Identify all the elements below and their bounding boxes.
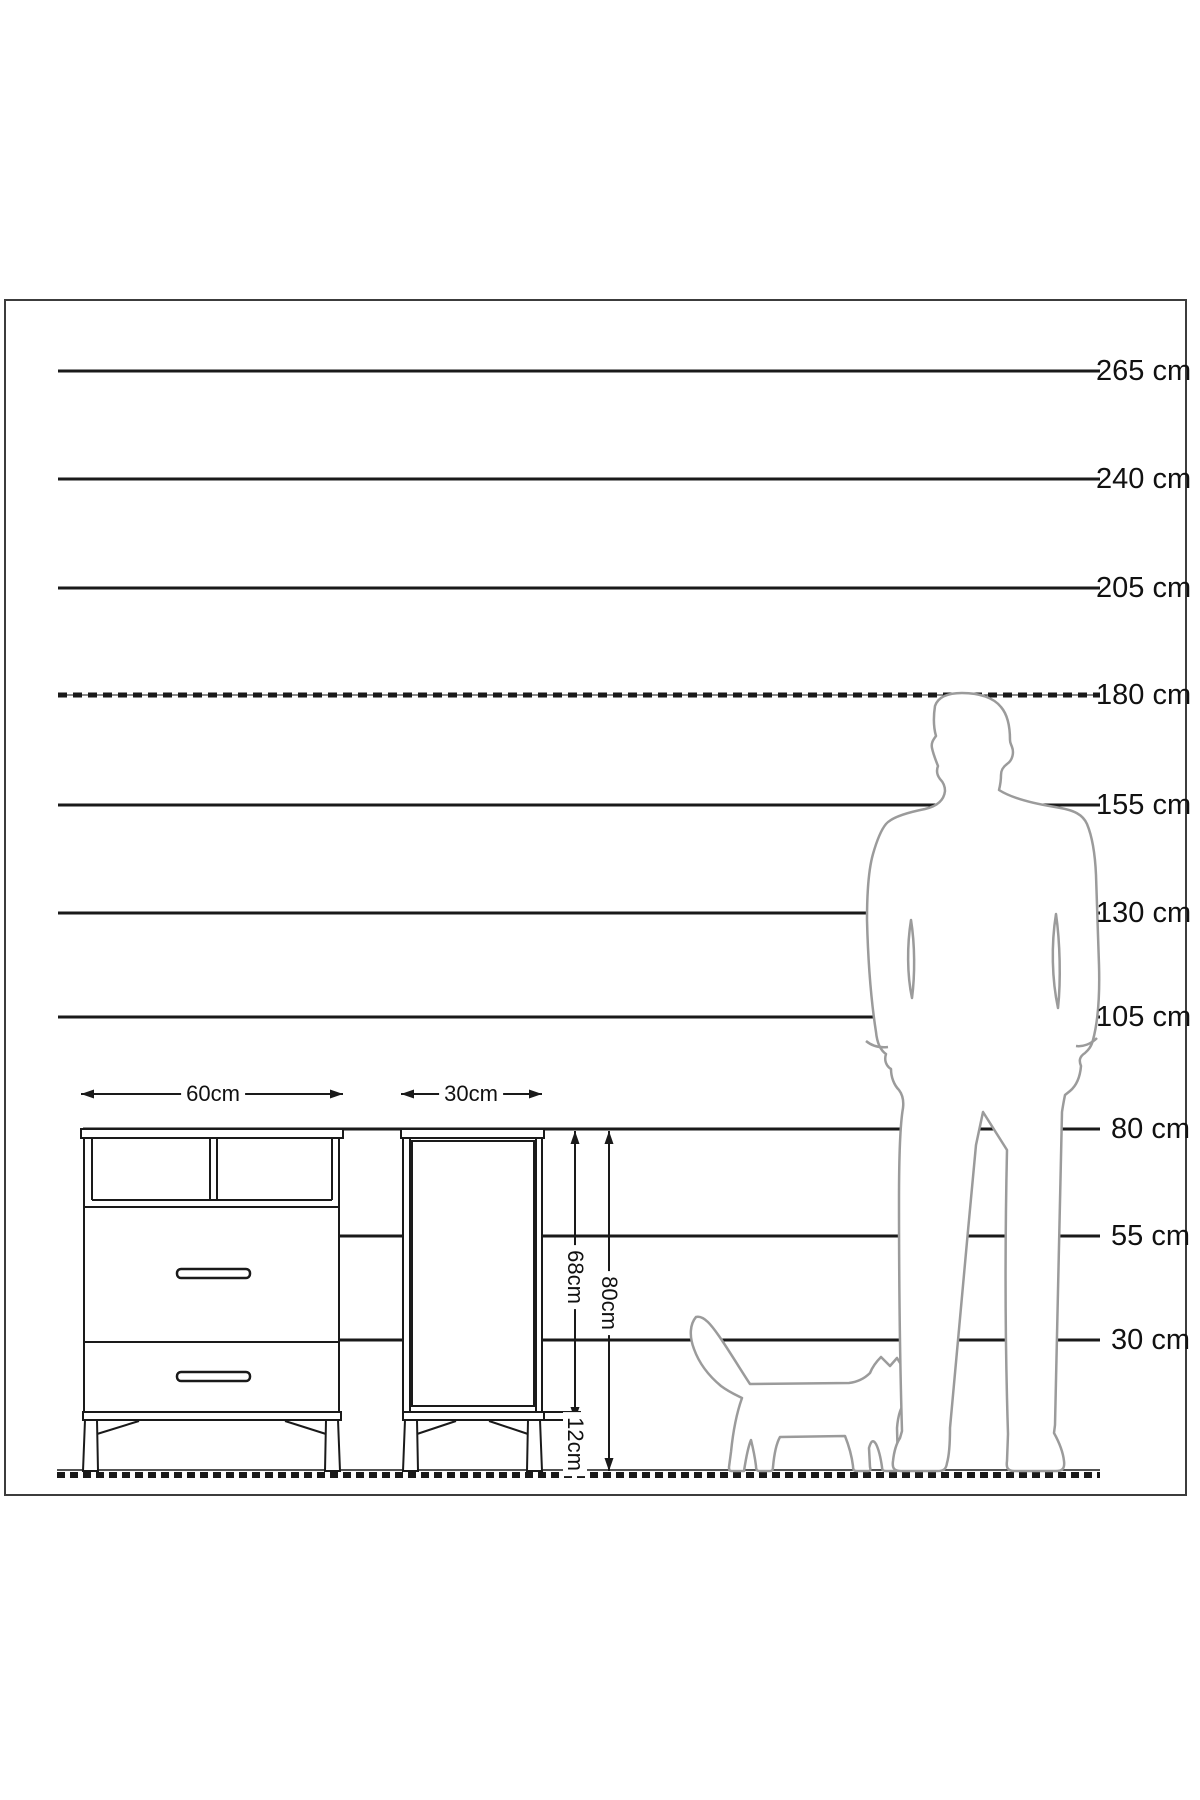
dim-arrow-leg-height-bottom xyxy=(571,1458,580,1471)
dim-label-leg-height: 12cm xyxy=(563,1412,587,1476)
dim-arrow-body-height-bottom xyxy=(571,1407,580,1420)
scale-label-30: 30 cm xyxy=(1111,1324,1190,1356)
dresser-drawer-handle-top xyxy=(177,1269,250,1278)
dresser-leg-right xyxy=(325,1420,340,1471)
dresser-drawer-handle-bottom xyxy=(177,1372,250,1381)
dresser-top-board xyxy=(81,1129,343,1138)
dim-arrow-total-height-top xyxy=(605,1131,614,1144)
dresser-shelf-divider xyxy=(210,1138,217,1200)
cabinet-top-board xyxy=(401,1129,544,1138)
dresser-leg-right-brace xyxy=(285,1421,326,1434)
dim-label-dresser-width: 60cm xyxy=(181,1082,245,1106)
dresser-base-band xyxy=(83,1412,341,1420)
cabinet-door xyxy=(412,1141,534,1406)
cabinet-leg-left xyxy=(403,1420,418,1471)
dim-arrow-cabinet-width-end xyxy=(529,1090,542,1099)
scale-label-155: 155 cm xyxy=(1096,789,1192,821)
dresser-leg-left xyxy=(83,1420,98,1471)
dresser-leg-left-brace xyxy=(97,1421,139,1434)
man-silhouette xyxy=(866,693,1099,1471)
scale-label-180: 180 cm xyxy=(1096,679,1192,711)
scale-label-55: 55 cm xyxy=(1111,1220,1190,1252)
dim-arrow-body-height-top xyxy=(571,1131,580,1144)
scale-label-130: 130 cm xyxy=(1096,897,1192,929)
dim-arrow-dresser-width-start xyxy=(81,1090,94,1099)
scale-label-205: 205 cm xyxy=(1096,572,1192,604)
scale-label-80: 80 cm xyxy=(1111,1113,1190,1145)
cabinet-base-band xyxy=(403,1412,544,1420)
dim-label-cabinet-width: 30cm xyxy=(439,1082,503,1106)
cabinet-30cm xyxy=(401,1129,583,1471)
scale-label-240: 240 cm xyxy=(1096,463,1192,495)
dim-arrow-leg-height-top xyxy=(571,1420,580,1433)
cabinet-leg-right-brace xyxy=(489,1421,528,1434)
man-outline xyxy=(867,693,1099,1471)
cabinet-leg-right xyxy=(527,1420,542,1471)
dim-arrow-cabinet-width-start xyxy=(401,1090,414,1099)
dim-arrow-total-height-bottom xyxy=(605,1458,614,1471)
dim-label-body-height: 68cm xyxy=(563,1245,587,1309)
scale-label-105: 105 cm xyxy=(1096,1001,1192,1033)
cabinet-leg-left-brace xyxy=(417,1421,456,1434)
dim-label-total-height: 80cm xyxy=(597,1271,621,1335)
dresser-60cm xyxy=(81,1129,343,1471)
scale-label-265: 265 cm xyxy=(1096,355,1192,387)
dim-arrow-dresser-width-end xyxy=(330,1090,343,1099)
